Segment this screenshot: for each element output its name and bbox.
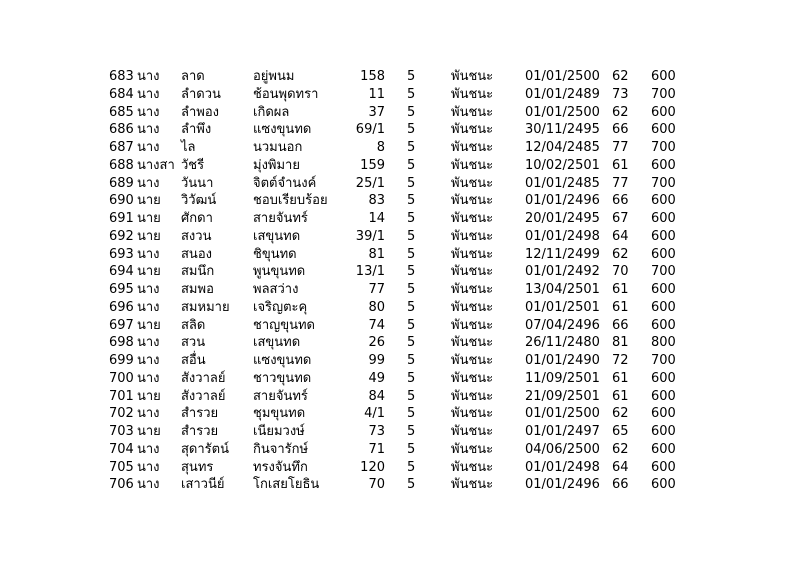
house-number: 120 [360, 459, 385, 475]
allowance-amount: 700 [651, 264, 676, 280]
table-row [0, 299, 800, 317]
row-number: 704 [109, 441, 134, 457]
row-number: 685 [109, 104, 134, 120]
row-number: 684 [109, 86, 134, 102]
row-number: 693 [109, 246, 134, 262]
birth-date: 26/11/2480 [525, 335, 600, 351]
row-number: 695 [109, 282, 134, 297]
first-name: สำรวย [181, 406, 219, 422]
last-name: สายจันทร์ [253, 388, 308, 404]
house-number: 39/1 [355, 228, 385, 244]
name-title: นาง [137, 104, 160, 120]
house-number: 74 [368, 317, 385, 333]
village-name: พันชนะ [451, 264, 494, 280]
village-moo: 5 [407, 86, 416, 102]
first-name: ศักดา [181, 211, 213, 226]
row-number: 688 [109, 157, 134, 173]
first-name: สอื่น [181, 353, 206, 368]
last-name: ชิขุนทด [253, 246, 297, 262]
birth-date: 12/11/2499 [525, 246, 600, 262]
last-name: ช้อนพุดทรา [253, 86, 319, 102]
house-number: 77 [368, 282, 385, 297]
village-moo: 5 [407, 122, 416, 138]
allowance-amount: 600 [651, 477, 676, 493]
name-title: นาย [137, 193, 161, 209]
first-name: วัชรี [181, 157, 205, 173]
name-title: นาง [137, 282, 160, 297]
village-name: พันชนะ [451, 193, 494, 209]
village-moo: 5 [407, 228, 416, 244]
row-number: 703 [109, 424, 134, 439]
table-row [0, 370, 800, 388]
birth-date: 04/06/2500 [525, 441, 600, 457]
allowance-amount: 700 [651, 353, 676, 368]
allowance-amount: 600 [651, 406, 676, 422]
village-moo: 5 [407, 441, 416, 457]
house-number: 158 [360, 69, 385, 84]
allowance-amount: 600 [651, 211, 676, 226]
birth-date: 01/01/2496 [525, 477, 600, 493]
name-title: นาง [137, 335, 160, 351]
table-row [0, 68, 800, 86]
house-number: 73 [368, 424, 385, 439]
village-moo: 5 [407, 388, 416, 404]
birth-date: 10/02/2501 [525, 157, 600, 173]
first-name: สุดารัตน์ [181, 441, 229, 457]
name-title: นาง [137, 441, 160, 457]
first-name: ไล [181, 140, 196, 155]
birth-date: 13/04/2501 [525, 282, 600, 297]
village-moo: 5 [407, 69, 416, 84]
village-name: พันชนะ [451, 140, 494, 155]
village-moo: 5 [407, 317, 416, 333]
age: 62 [612, 69, 629, 84]
house-number: 4/1 [364, 406, 385, 422]
table-row [0, 228, 800, 246]
allowance-amount: 700 [651, 86, 676, 102]
village-moo: 5 [407, 282, 416, 297]
birth-date: 01/01/2492 [525, 264, 600, 280]
table-row [0, 317, 800, 335]
name-title: นาง [137, 406, 160, 422]
table-row [0, 139, 800, 157]
name-title: นาง [137, 86, 160, 102]
row-number: 696 [109, 299, 134, 315]
table-row [0, 476, 800, 494]
table-row [0, 263, 800, 281]
last-name: นวมนอก [253, 140, 303, 155]
row-number: 691 [109, 211, 134, 226]
allowance-amount: 600 [651, 282, 676, 297]
village-name: พันชนะ [451, 104, 494, 120]
last-name: เสขุนทด [253, 228, 301, 244]
allowance-amount: 600 [651, 299, 676, 315]
name-title: นาย [137, 424, 161, 439]
last-name: โกเสยโยธิน [253, 477, 320, 493]
first-name: สังวาลย์ [181, 370, 226, 386]
allowance-amount: 600 [651, 388, 676, 404]
table-row [0, 175, 800, 193]
last-name: มุ่งพิมาย [253, 157, 300, 173]
birth-date: 11/09/2501 [525, 370, 600, 386]
name-title: นาง [137, 246, 160, 262]
village-name: พันชนะ [451, 406, 494, 422]
allowance-amount: 700 [651, 140, 676, 155]
table-row [0, 210, 800, 228]
first-name: สลิด [181, 317, 206, 333]
village-moo: 5 [407, 370, 416, 386]
first-name: สงวน [181, 228, 212, 244]
birth-date: 07/04/2496 [525, 317, 600, 333]
first-name: ลาด [181, 69, 205, 84]
first-name: สังวาลย์ [181, 388, 226, 404]
age: 72 [612, 353, 629, 368]
row-number: 690 [109, 193, 134, 209]
last-name: เกิดผล [253, 104, 290, 120]
birth-date: 01/01/2500 [525, 69, 600, 84]
name-title: นางสา [137, 157, 175, 173]
name-title: นาง [137, 353, 160, 368]
village-name: พันชนะ [451, 317, 494, 333]
age: 65 [612, 424, 629, 439]
age: 62 [612, 441, 629, 457]
first-name: สำรวย [181, 424, 219, 439]
house-number: 49 [368, 370, 385, 386]
last-name: กินจารักษ์ [253, 441, 309, 457]
name-title: นาย [137, 264, 161, 280]
village-moo: 5 [407, 406, 416, 422]
table-row [0, 388, 800, 406]
village-name: พันชนะ [451, 353, 494, 368]
first-name: สมพอ [181, 282, 214, 297]
village-name: พันชนะ [451, 299, 494, 315]
name-title: นาง [137, 299, 160, 315]
table-row [0, 334, 800, 352]
village-name: พันชนะ [451, 246, 494, 262]
first-name: ลำพึง [181, 122, 212, 138]
house-number: 69/1 [355, 122, 385, 138]
table-row [0, 281, 800, 299]
house-number: 83 [368, 193, 385, 209]
table-row [0, 104, 800, 122]
village-moo: 5 [407, 211, 416, 226]
age: 61 [612, 282, 629, 297]
age: 77 [612, 175, 629, 191]
last-name: เสขุนทด [253, 335, 301, 351]
village-name: พันชนะ [451, 175, 494, 191]
name-title: นาง [137, 122, 160, 138]
age: 67 [612, 211, 629, 226]
row-number: 698 [109, 335, 134, 351]
first-name: ลำดวน [181, 86, 221, 102]
birth-date: 12/04/2485 [525, 140, 600, 155]
house-number: 37 [368, 104, 385, 120]
village-moo: 5 [407, 140, 416, 155]
age: 77 [612, 140, 629, 155]
first-name: วันนา [181, 175, 214, 191]
house-number: 26 [368, 335, 385, 351]
birth-date: 01/01/2501 [525, 299, 600, 315]
age: 66 [612, 317, 629, 333]
table-row [0, 459, 800, 477]
name-title: นาง [137, 69, 160, 84]
village-name: พันชนะ [451, 86, 494, 102]
age: 64 [612, 459, 629, 475]
last-name: ชอบเรียบร้อย [253, 193, 328, 209]
village-name: พันชนะ [451, 388, 494, 404]
allowance-amount: 600 [651, 441, 676, 457]
age: 61 [612, 388, 629, 404]
first-name: สมหมาย [181, 299, 230, 315]
age: 62 [612, 406, 629, 422]
name-title: นาง [137, 175, 160, 191]
village-moo: 5 [407, 335, 416, 351]
allowance-amount: 600 [651, 193, 676, 209]
age: 66 [612, 193, 629, 209]
table-row [0, 405, 800, 423]
first-name: ลำพอง [181, 104, 219, 120]
age: 61 [612, 299, 629, 315]
table-row [0, 121, 800, 139]
allowance-amount: 600 [651, 370, 676, 386]
name-title: นาย [137, 228, 161, 244]
table-row [0, 157, 800, 175]
name-title: นาย [137, 317, 161, 333]
row-number: 700 [109, 370, 134, 386]
allowance-amount: 600 [651, 424, 676, 439]
village-moo: 5 [407, 175, 416, 191]
age: 66 [612, 477, 629, 493]
birth-date: 01/01/2498 [525, 459, 600, 475]
house-number: 25/1 [355, 175, 385, 191]
age: 61 [612, 370, 629, 386]
last-name: เนียมวงษ์ [253, 424, 305, 439]
row-number: 699 [109, 353, 134, 368]
village-name: พันชนะ [451, 282, 494, 297]
village-name: พันชนะ [451, 370, 494, 386]
village-name: พันชนะ [451, 211, 494, 226]
age: 62 [612, 104, 629, 120]
age: 70 [612, 264, 629, 280]
allowance-amount: 600 [651, 459, 676, 475]
allowance-amount: 600 [651, 69, 676, 84]
last-name: ชาวขุนทด [253, 370, 312, 386]
row-number: 689 [109, 175, 134, 191]
row-number: 687 [109, 140, 134, 155]
village-name: พันชนะ [451, 459, 494, 475]
house-number: 99 [368, 353, 385, 368]
village-moo: 5 [407, 193, 416, 209]
village-moo: 5 [407, 264, 416, 280]
last-name: อยู่พนม [253, 69, 295, 84]
age: 66 [612, 122, 629, 138]
first-name: สวน [181, 335, 206, 351]
allowance-amount: 600 [651, 228, 676, 244]
allowance-amount: 800 [651, 335, 676, 351]
house-number: 71 [368, 441, 385, 457]
birth-date: 01/01/2500 [525, 104, 600, 120]
row-number: 683 [109, 69, 134, 84]
village-name: พันชนะ [451, 424, 494, 439]
birth-date: 01/01/2485 [525, 175, 600, 191]
village-moo: 5 [407, 459, 416, 475]
table-row [0, 441, 800, 459]
table-row [0, 423, 800, 441]
table-row [0, 352, 800, 370]
name-title: นาย [137, 211, 161, 226]
house-number: 80 [368, 299, 385, 315]
last-name: ทรงจันทึก [253, 459, 308, 475]
birth-date: 01/01/2497 [525, 424, 600, 439]
age: 64 [612, 228, 629, 244]
last-name: จิตต์จำนงค์ [253, 175, 317, 191]
name-title: นาง [137, 459, 160, 475]
name-title: นาย [137, 388, 161, 404]
row-number: 697 [109, 317, 134, 333]
birth-date: 01/01/2498 [525, 228, 600, 244]
house-number: 14 [368, 211, 385, 226]
row-number: 686 [109, 122, 134, 138]
row-number: 692 [109, 228, 134, 244]
last-name: ชุมขุนทด [253, 406, 306, 422]
house-number: 159 [360, 157, 385, 173]
table-row [0, 192, 800, 210]
row-number: 706 [109, 477, 134, 493]
table-row [0, 246, 800, 264]
village-moo: 5 [407, 246, 416, 262]
first-name: เสาวนีย์ [181, 477, 225, 493]
village-name: พันชนะ [451, 122, 494, 138]
first-name: สมนึก [181, 264, 215, 280]
birth-date: 01/01/2490 [525, 353, 600, 368]
last-name: เจริญตะคุ [253, 299, 308, 315]
house-number: 70 [368, 477, 385, 493]
last-name: แซงขุนทด [253, 353, 312, 368]
birth-date: 30/11/2495 [525, 122, 600, 138]
village-moo: 5 [407, 424, 416, 439]
age: 61 [612, 157, 629, 173]
row-number: 705 [109, 459, 134, 475]
village-moo: 5 [407, 477, 416, 493]
village-name: พันชนะ [451, 157, 494, 173]
village-name: พันชนะ [451, 69, 494, 84]
house-number: 81 [368, 246, 385, 262]
age: 81 [612, 335, 629, 351]
allowance-amount: 600 [651, 104, 676, 120]
last-name: พูนขุนทด [253, 264, 306, 280]
last-name: แซงขุนทด [253, 122, 312, 138]
name-title: นาง [137, 140, 160, 155]
age: 62 [612, 246, 629, 262]
birth-date: 01/01/2500 [525, 406, 600, 422]
birth-date: 20/01/2495 [525, 211, 600, 226]
village-moo: 5 [407, 104, 416, 120]
age: 73 [612, 86, 629, 102]
first-name: วิวัฒน์ [181, 193, 217, 209]
village-moo: 5 [407, 353, 416, 368]
house-number: 13/1 [355, 264, 385, 280]
beneficiary-table [0, 68, 800, 494]
name-title: นาง [137, 477, 160, 493]
last-name: ชาญขุนทด [253, 317, 315, 333]
last-name: พลสว่าง [253, 282, 299, 297]
village-moo: 5 [407, 299, 416, 315]
birth-date: 01/01/2496 [525, 193, 600, 209]
house-number: 11 [368, 86, 385, 102]
row-number: 701 [109, 388, 134, 404]
allowance-amount: 600 [651, 122, 676, 138]
last-name: สายจันทร์ [253, 211, 308, 226]
allowance-amount: 600 [651, 317, 676, 333]
house-number: 84 [368, 388, 385, 404]
name-title: นาง [137, 370, 160, 386]
allowance-amount: 600 [651, 157, 676, 173]
first-name: สนอง [181, 246, 212, 262]
village-name: พันชนะ [451, 441, 494, 457]
first-name: สุนทร [181, 459, 214, 475]
table-row [0, 86, 800, 104]
allowance-amount: 700 [651, 175, 676, 191]
row-number: 694 [109, 264, 134, 280]
birth-date: 01/01/2489 [525, 86, 600, 102]
birth-date: 21/09/2501 [525, 388, 600, 404]
row-number: 702 [109, 406, 134, 422]
village-name: พันชนะ [451, 477, 494, 493]
house-number: 8 [376, 140, 385, 155]
village-name: พันชนะ [451, 335, 494, 351]
village-moo: 5 [407, 157, 416, 173]
village-name: พันชนะ [451, 228, 494, 244]
allowance-amount: 600 [651, 246, 676, 262]
